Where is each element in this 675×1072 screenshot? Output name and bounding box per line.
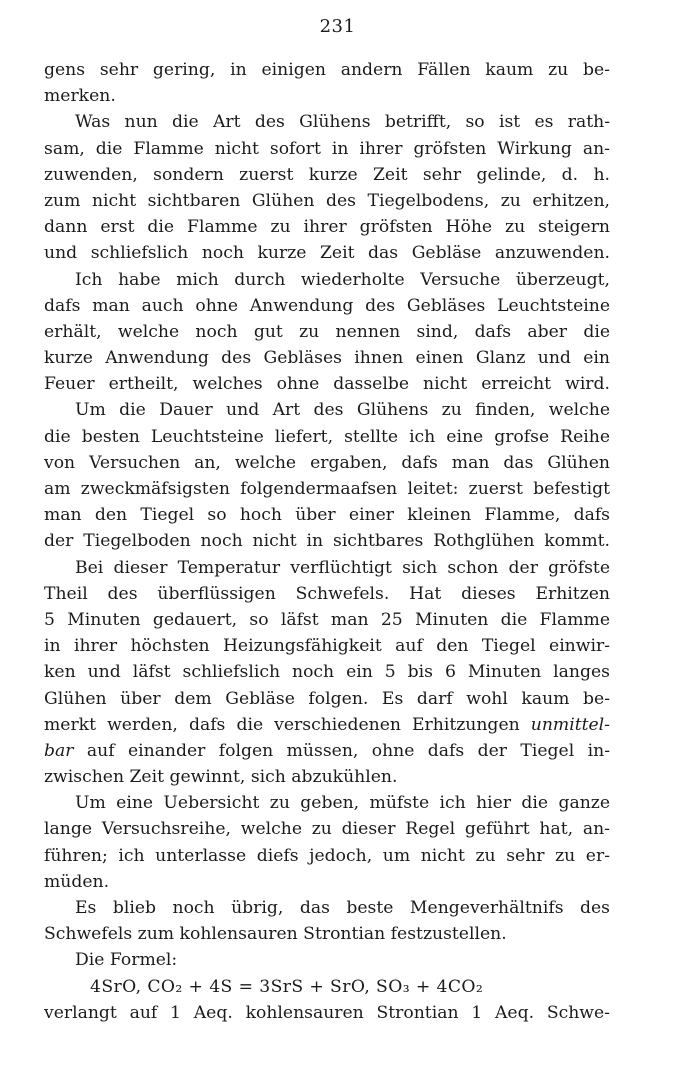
line-text: erhält, welche noch gut zu nennen sind, dafs aber die bbox=[44, 321, 610, 342]
text-line bbox=[44, 502, 610, 528]
text-line bbox=[44, 214, 610, 240]
text-line bbox=[44, 528, 610, 554]
line-text: Um eine Uebersicht zu geben, müfste ich hier die ganze bbox=[75, 793, 610, 814]
formula-line bbox=[44, 974, 610, 1000]
text-line bbox=[44, 240, 610, 266]
body-text bbox=[44, 57, 610, 1026]
line-text: lange Versuchsreihe, welche zu dieser Regel geführt hat, an- bbox=[44, 819, 610, 840]
text-line bbox=[44, 659, 610, 685]
text-line bbox=[44, 371, 610, 397]
text-line bbox=[44, 424, 610, 450]
line-text: auf einander folgen müssen, ohne dafs der Tiegel in- bbox=[86, 740, 610, 761]
line-text: der Tiegelboden noch nicht in sichtbares Rothglühen kommt. bbox=[44, 531, 610, 552]
text-line bbox=[44, 738, 610, 764]
italic-text: unmittel- bbox=[530, 714, 610, 735]
line-text: kurze Anwendung des Gebläses ihnen einen Glanz und ein bbox=[44, 348, 610, 369]
text-line bbox=[44, 293, 610, 319]
text-line bbox=[44, 83, 610, 109]
text-line bbox=[44, 947, 610, 973]
text-line bbox=[44, 345, 610, 371]
page-number: 231 bbox=[319, 16, 356, 37]
line-text: Theil des überflüssigen Schwefels. Hat dieses Erhitzen bbox=[44, 583, 610, 604]
line-text: gens sehr gering, in einigen andern Fällen kaum zu be- bbox=[44, 60, 610, 80]
line-text: am zweckmäfsigsten folgendermaafsen leitet: zuerst befestigt bbox=[44, 479, 610, 499]
line-text: führen; ich unterlasse diefs jedoch, um nicht zu sehr zu er- bbox=[44, 845, 610, 866]
line-text: dafs man auch ohne Anwendung des Gebläses Leuchtsteine bbox=[44, 295, 610, 316]
text-line bbox=[44, 319, 610, 345]
text-line bbox=[44, 1000, 610, 1026]
line-text: müden. bbox=[44, 871, 110, 892]
line-text: zwischen Zeit gewinnt, sich abzukühlen. bbox=[44, 767, 398, 788]
line-text: zum nicht sichtbaren Glühen des Tiegelbodens, zu erhitzen, bbox=[44, 190, 610, 211]
text-line bbox=[44, 476, 610, 502]
line-text: Glühen über dem Gebläse folgen. Es darf wohl kaum be- bbox=[44, 688, 610, 709]
text-line bbox=[44, 555, 610, 581]
text-line bbox=[44, 816, 610, 842]
text-line bbox=[44, 57, 610, 83]
line-text: verlangt auf 1 Aeq. kohlensauren Strontian 1 Aeq. Schwe- bbox=[44, 1002, 610, 1023]
line-text: Um die Dauer und Art des Glühens zu finden, welche bbox=[75, 400, 610, 421]
text-line bbox=[44, 188, 610, 214]
line-text: ken und läfst schliefslich noch ein 5 bis 6 Minuten langes bbox=[44, 662, 610, 683]
line-text: Was nun die Art des Glühens betrifft, so ist es rath- bbox=[75, 112, 610, 133]
text-line bbox=[44, 109, 610, 135]
line-text: man den Tiegel so hoch über einer kleinen Flamme, dafs bbox=[44, 505, 610, 526]
text-line bbox=[44, 895, 610, 921]
text-line bbox=[44, 843, 610, 869]
text-line bbox=[44, 686, 610, 712]
text-line bbox=[44, 633, 610, 659]
line-text: merkt werden, dafs die verschiedenen Erhitzungen bbox=[44, 714, 520, 735]
line-text: in ihrer höchsten Heizungsfähigkeit auf den Tiegel einwir- bbox=[44, 636, 610, 657]
line-text: 4SrO, CO₂ + 4S = 3SrS + SrO, SO₃ + 4CO₂ bbox=[90, 976, 484, 997]
text-line bbox=[44, 921, 610, 947]
line-text: Bei dieser Temperatur verflüchtigt sich schon der gröfste bbox=[75, 557, 610, 578]
text-line bbox=[44, 607, 610, 633]
text-line bbox=[44, 764, 610, 790]
line-text: und schliefslich noch kurze Zeit das Gebläse anzuwenden. bbox=[44, 243, 610, 264]
line-text: Schwefels zum kohlensauren Strontian festzustellen. bbox=[44, 924, 507, 945]
line-text: von Versuchen an, welche ergaben, dafs man das Glühen bbox=[44, 452, 610, 473]
text-line bbox=[44, 136, 610, 162]
line-text: zuwenden, sondern zuerst kurze Zeit sehr gelinde, d. h. bbox=[44, 164, 610, 185]
line-text: Die Formel: bbox=[75, 950, 178, 971]
text-line bbox=[44, 712, 610, 738]
line-text: merken. bbox=[44, 86, 116, 107]
line-text: 5 Minuten gedauert, so läfst man 25 Minuten die Flamme bbox=[44, 609, 610, 630]
line-text: dann erst die Flamme zu ihrer gröfsten Höhe zu steigern bbox=[44, 217, 610, 238]
line-text: Es blieb noch übrig, das beste Mengeverhältnifs des bbox=[75, 898, 610, 918]
text-line bbox=[44, 450, 610, 476]
text-line bbox=[44, 162, 610, 188]
line-text: Ich habe mich durch wiederholte Versuche überzeugt, bbox=[75, 269, 610, 290]
italic-text: bar bbox=[44, 740, 74, 761]
text-line bbox=[44, 790, 610, 816]
text-line bbox=[44, 869, 610, 895]
text-line bbox=[44, 397, 610, 423]
text-line bbox=[44, 581, 610, 607]
line-text: sam, die Flamme nicht sofort in ihrer gröfsten Wirkung an- bbox=[44, 138, 610, 159]
line-text: Feuer ertheilt, welches ohne dasselbe nicht erreicht wird. bbox=[44, 374, 610, 395]
text-line bbox=[44, 267, 610, 293]
line-text: die besten Leuchtsteine liefert, stellte ich eine grofse Reihe bbox=[44, 426, 610, 447]
